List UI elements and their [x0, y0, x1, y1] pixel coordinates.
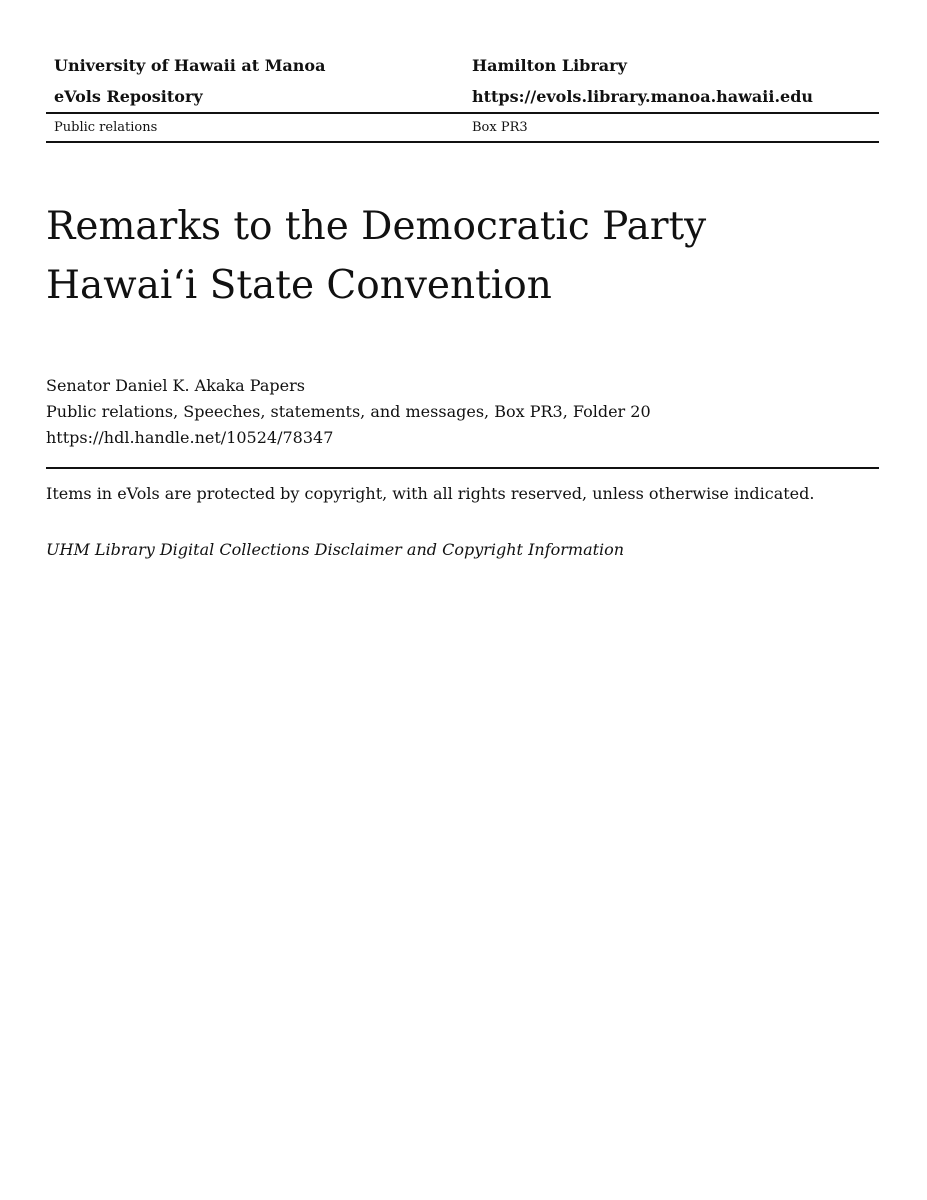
handle-link[interactable]: https://hdl.handle.net/10524/78347	[46, 428, 334, 447]
header-table	[46, 50, 879, 143]
document-metadata	[46, 373, 879, 451]
title-line-1: Remarks to the Democratic Party	[46, 204, 707, 249]
institution-name: University of Hawaii at Manoa	[54, 56, 326, 75]
collection-series: Public relations	[54, 120, 158, 135]
header-row-1	[46, 50, 879, 81]
header-bottom-divider	[46, 141, 879, 143]
repository-url[interactable]: https://evols.library.manoa.hawaii.edu	[472, 87, 814, 106]
header-row-3	[46, 114, 879, 141]
collection-name: Senator Daniel K. Akaka Papers	[46, 376, 305, 395]
disclaimer-link[interactable]: UHM Library Digital Collections Disclaimer and Copyright Information	[46, 540, 625, 559]
box-label: Box PR3	[472, 120, 528, 135]
document-page	[46, 0, 879, 563]
library-name: Hamilton Library	[472, 56, 627, 75]
repository-name: eVols Repository	[54, 87, 203, 106]
header-row-2	[46, 81, 879, 112]
folder-location: Public relations, Speeches, statements, and messages, Box PR3, Folder 20	[46, 402, 651, 421]
metadata-divider	[46, 467, 879, 469]
title-line-2: Hawaiʻi State Convention	[46, 263, 552, 308]
rights-statement: Items in eVols are protected by copyright, with all rights reserved, unless otherwise indicated.	[46, 484, 815, 503]
document-title	[46, 197, 879, 315]
